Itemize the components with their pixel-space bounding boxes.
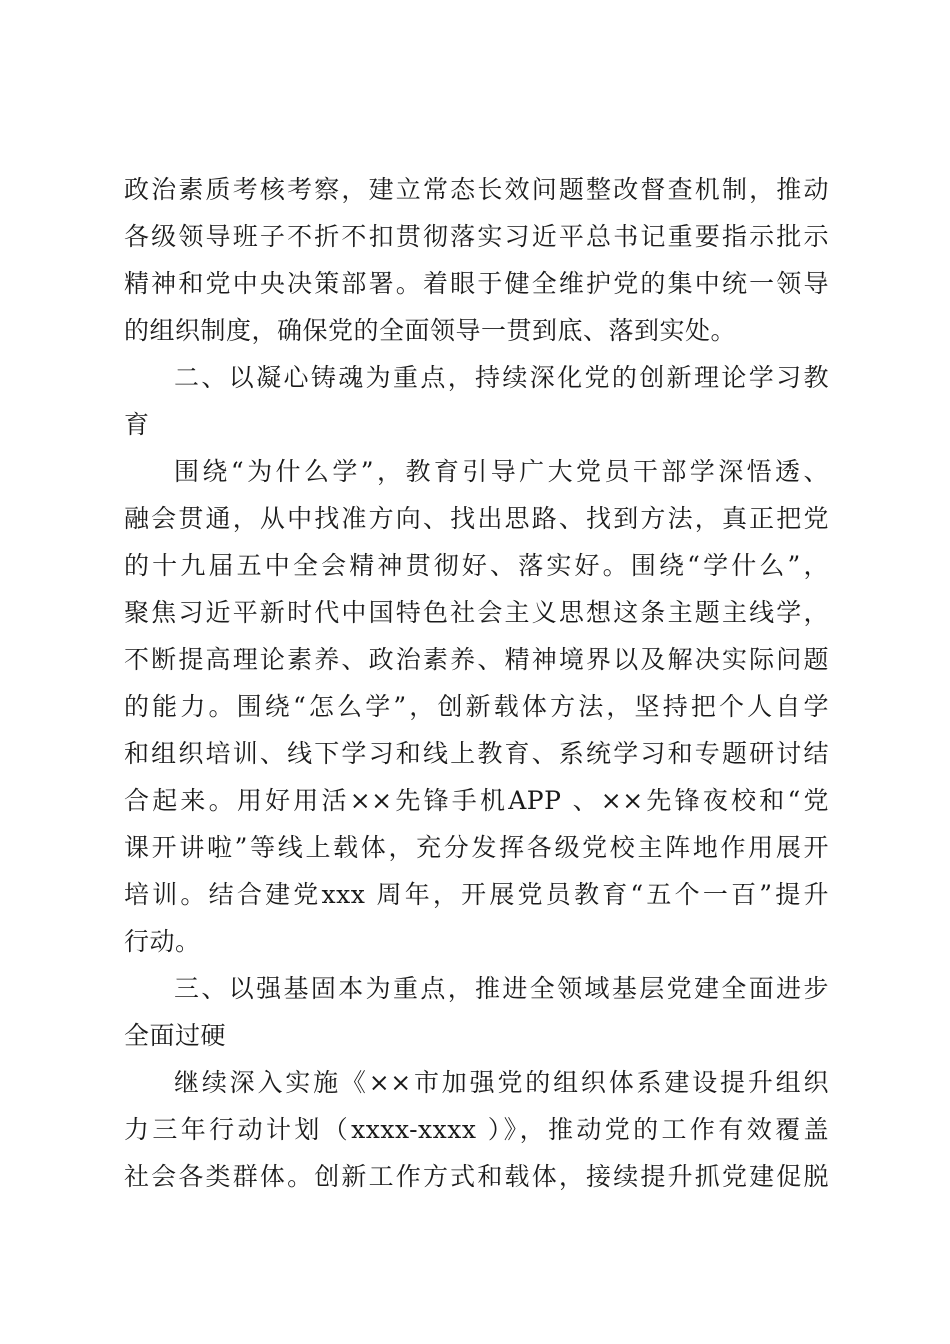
text-line: 社会各类群体。创新工作方式和载体，接续提升抓党建促脱 (124, 1162, 829, 1191)
paragraph-start-line: 三、以强基固本为重点，推进全领域基层党建全面进步 (174, 974, 829, 1003)
text-line: 的能力。围绕“怎么学”，创新载体方法，坚持把个人自学 (124, 692, 829, 721)
text-line: 全面过硬 (124, 1021, 227, 1050)
paragraph-start-line: 围绕“为什么学”，教育引导广大党员干部学深悟透、 (174, 457, 829, 486)
document-body (124, 166, 829, 1200)
text-line: 各级领导班子不折不扣贯彻落实习近平总书记重要指示批示 (124, 222, 829, 251)
text-line: 力三年行动计划（xxxx-xxxx ）》，推动党的工作有效覆盖 (124, 1115, 829, 1144)
text-line: 行动。 (124, 927, 201, 956)
text-line: 培训。结合建党xxx 周年，开展党员教育“五个一百”提升 (124, 880, 829, 909)
paragraph-start-line: 继续深入实施《××市加强党的组织体系建设提升组织 (174, 1068, 829, 1097)
text-line: 不断提高理论素养、政治素养、精神境界以及解决实际问题 (124, 645, 829, 674)
text-line: 育 (124, 410, 150, 439)
text-line: 聚焦习近平新时代中国特色社会主义思想这条主题主线学， (124, 598, 829, 627)
text-line: 的十九届五中全会精神贯彻好、落实好。围绕“学什么”， (124, 551, 829, 580)
paragraph-start-line: 二、以凝心铸魂为重点，持续深化党的创新理论学习教 (174, 363, 829, 392)
text-line: 和组织培训、线下学习和线上教育、系统学习和专题研讨结 (124, 739, 829, 768)
text-line: 融会贯通，从中找准方向、找出思路、找到方法，真正把党 (124, 504, 829, 533)
text-line: 课开讲啦”等线上载体，充分发挥各级党校主阵地作用展开 (124, 833, 829, 862)
text-line: 的组织制度，确保党的全面领导一贯到底、落到实处。 (124, 316, 737, 345)
text-line: 政治素质考核考察，建立常态长效问题整改督查机制，推动 (124, 175, 829, 204)
text-line: 合起来。用好用活××先锋手机APP 、××先锋夜校和“党 (124, 786, 829, 815)
text-line: 精神和党中央决策部署。着眼于健全维护党的集中统一领导 (124, 269, 829, 298)
